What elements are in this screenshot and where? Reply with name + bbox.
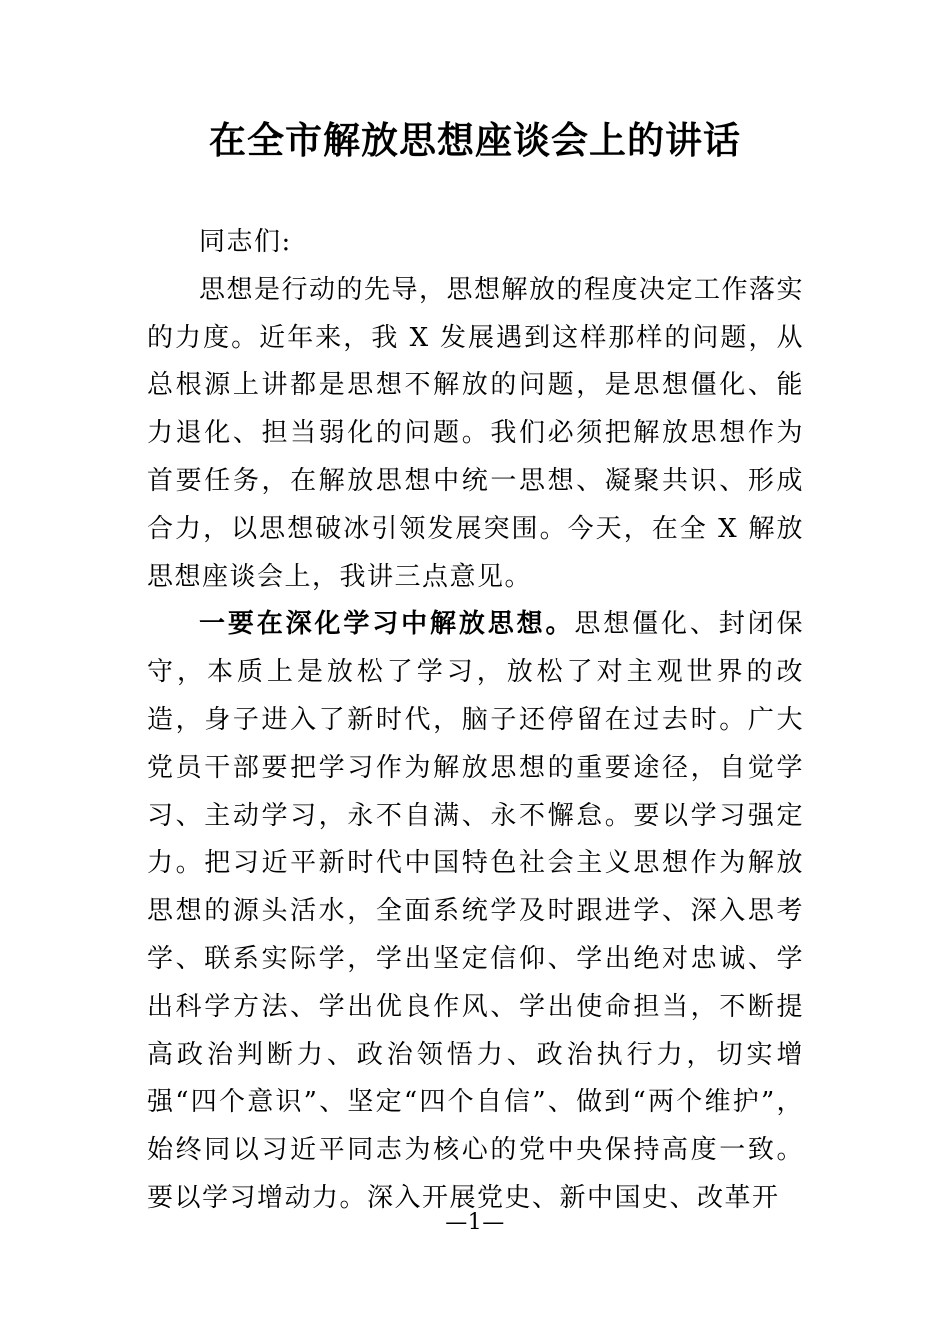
salutation: 同志们: [199, 227, 292, 257]
section-1-paragraph [147, 601, 804, 1222]
document-body [147, 219, 804, 1223]
section-1-heading: 一要在深化学习中解放思想。 [199, 609, 575, 640]
section-1-text: 思想僵化、封闭保守，本质上是放松了学习，放松了对主观世界的改造，身子进入了新时代，脑子还停留在过去时。广大党员干部要把学习作为解放思想的重要途径，自觉学习、主动学习，永不自满、永不懈怠。要以学习强定力。把习近平新时代中国特色社会主义思想作为解放思想的源头活水，全面系统学及时跟进学、深入思考学、联系实际学，学出坚定信仰、学出绝对忠诚、学出科学方法、学出优良作风、学出使命担当，不断提高政治判断力、政治领悟力、政治执行力，切实增强“四个意识”、坚定“四个自信”、做到“两个维护”，始终同以习近平同志为核心的党中央保持高度一致。要以学习增动力。深入开展党史、新中国史、改革开 [147, 609, 804, 1213]
page-number: —1— [445, 1210, 505, 1235]
document-title: 在全市解放思想座谈会上的讲话 [209, 118, 741, 162]
opening-paragraph: 思想是行动的先导，思想解放的程度决定工作落实的力度。近年来，我 X 发展遇到这样那样的问题，从总根源上讲都是思想不解放的问题，是思想僵化、能力退化、担当弱化的问题。我们必须把解放思想作为首要任务，在解放思想中统一思想、凝聚共识、形成合力，以思想破冰引领发展突围。今天，在全 X 解放思想座谈会上，我讲三点意见。 [147, 274, 805, 592]
